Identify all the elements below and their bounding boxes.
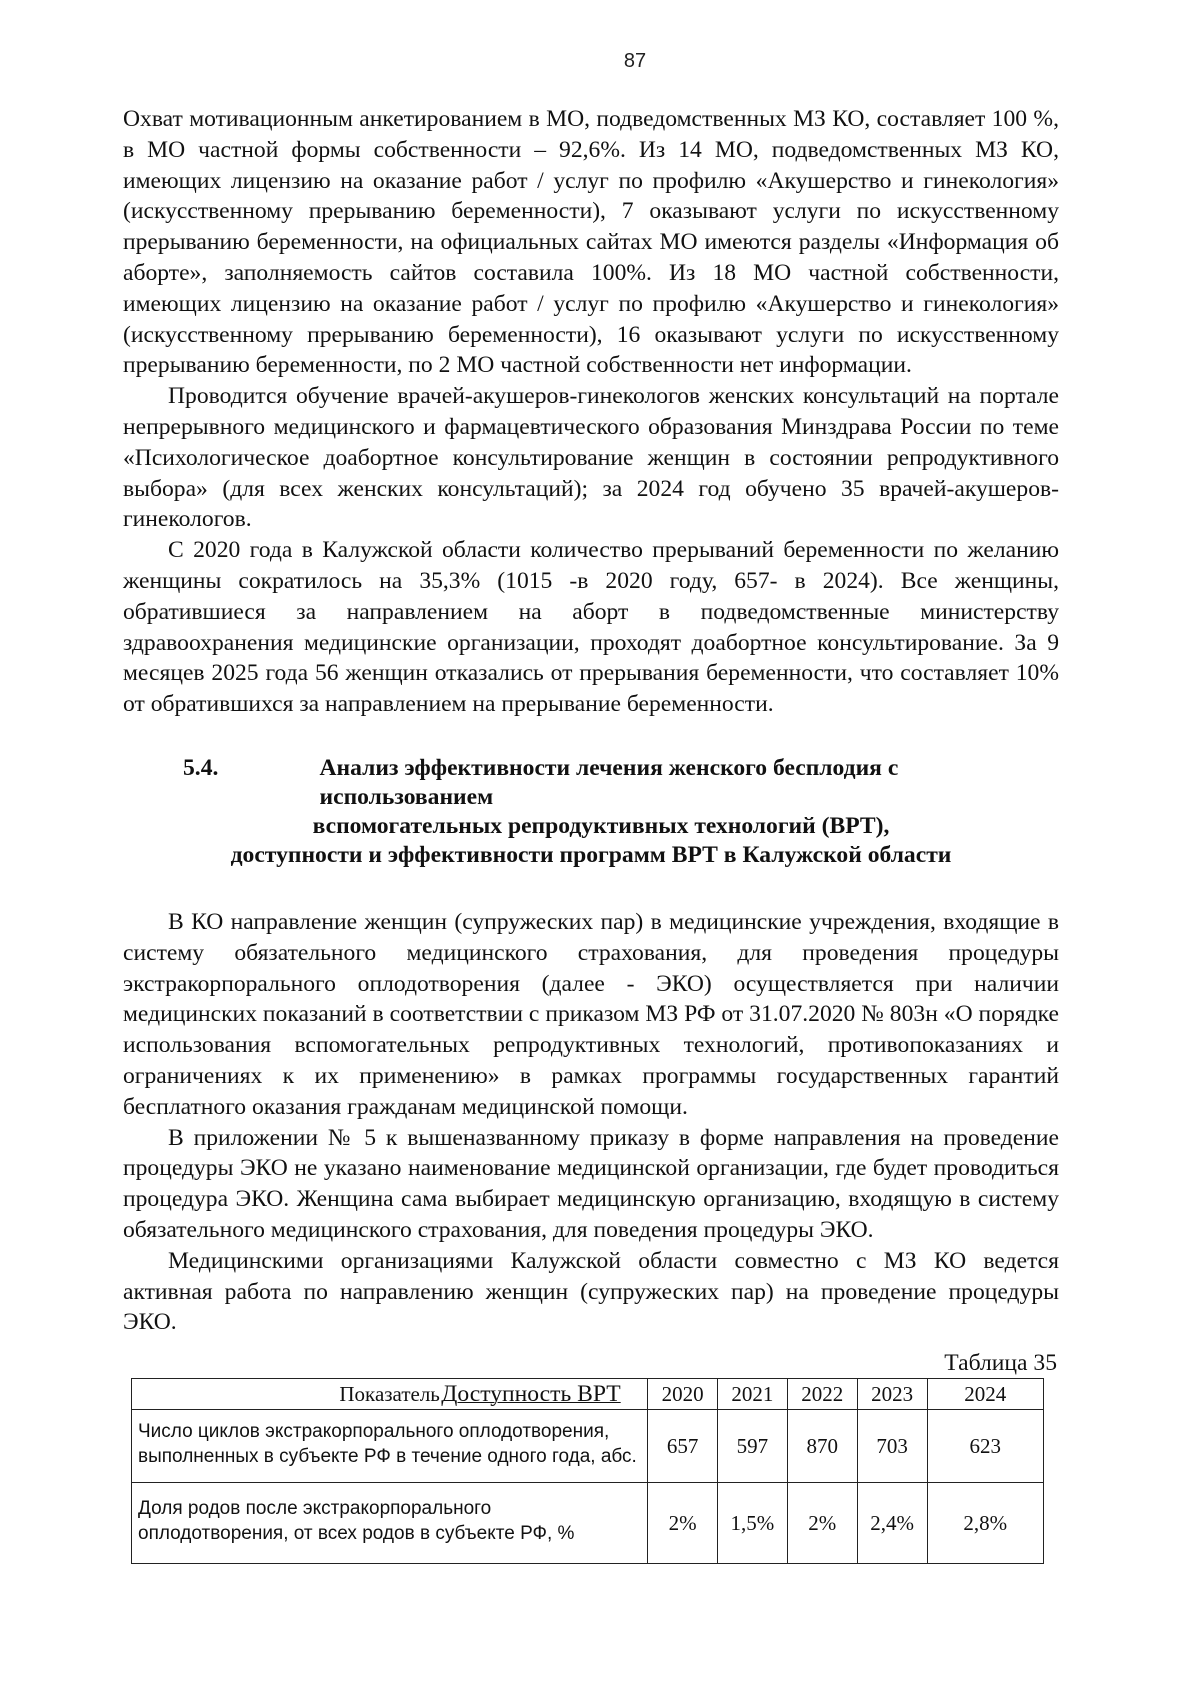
table-cell: 2% [787,1483,857,1564]
header-year: 2020 [648,1379,718,1410]
section-title-line-2: вспомогательных репродуктивных технологий (ВРТ), [312,812,890,839]
table-cell: 870 [787,1410,857,1483]
table-row [132,1483,1044,1564]
paragraph-annex-5: В приложении № 5 к вышеназванному приказу в форме направления на проведение процедуры ЭКО не указано наименование медицинской организации, где будет проводиться процедура ЭКО. Женщина сама выбирает медицинскую организацию, входящую в систему обязательного медицинского страхования, для поведения процедуры ЭКО. [123,1124,1059,1243]
table-cell: 597 [717,1410,787,1483]
document-body [123,104,1059,1410]
header-indicator: Показатель [132,1379,648,1410]
section-body [123,907,1059,1338]
vrt-availability-table [131,1378,1044,1564]
table-caption: Доступность ВРТ [441,1380,621,1407]
table-cell: 2,4% [857,1483,927,1564]
header-year: 2023 [857,1379,927,1410]
section-title-line-1: Анализ эффективности лечения женского бесплодия с использованием [319,754,899,810]
table-row [132,1410,1044,1483]
table-header-row [132,1379,1044,1410]
row-label: Доля родов после экстракорпорального оплодотворения, от всех родов в субъекте РФ, % [132,1483,648,1564]
header-year: 2024 [927,1379,1043,1410]
paragraph-abortion-reduction: С 2020 года в Калужской области количество прерываний беременности по желанию женщины сократилось на 35,3% (1015 -в 2020 году, 657- в 2024). Все женщины, обратившиеся за направлением на аборт в подведомственные министерству здравоохранения медицинские организации, проходят доабортное консультирование. За 9 месяцев 2025 года 56 женщин отказались от прерывания беременности, что составляет 10% от обратившихся за направлением на прерывание беременности. [123,537,1059,718]
paragraph-motivational-survey: Охват мотивационным анкетированием в МО, подведомственных МЗ КО, составляет 100 %, в МО частной формы собственности – 92,6%. Из 14 МО, подведомственных МЗ КО, имеющих лицензию на оказание работ / услуг по профилю «Акушерство и гинекология» (искусственному прерыванию беременности), 7 оказывают услуги по искусственному прерыванию беременности, на официальных сайтах МО имеются разделы «Информация об аборте», заполняемость сайтов составила 100%. Из 18 МО частной собственности, имеющих лицензию на оказание работ / услуг по профилю «Акушерство и гинекология» (искусственному прерыванию беременности), 16 оказывают услуги по искусственному прерыванию беременности, по 2 МО частной собственности нет информации. [123,106,1059,379]
header-year: 2022 [787,1379,857,1410]
section-heading [123,754,1059,870]
page-number: 87 [623,50,647,72]
table-cell: 2,8% [927,1483,1043,1564]
header-year: 2021 [717,1379,787,1410]
table-number-label: Таблица 35 [944,1350,1057,1377]
table-cell: 703 [857,1410,927,1483]
paragraph-training: Проводится обучение врачей-акушеров-гинекологов женских консультаций на портале непрерывного медицинского и фармацевтического образования Минздрава России по теме «Психологическое доабортное консультирование женщин в состоянии репродуктивного выбора» (для всех женских консультаций); за 2024 год обучено 35 врачей-акушеров-гинекологов. [123,383,1059,533]
paragraph-eco-referral: В КО направление женщин (супружеских пар) в медицинские учреждения, входящие в систему обязательного медицинского страхования, для проведения процедуры экстракорпорального оплодотворения (далее - ЭКО) осуществляется при наличии медицинских показаний в соответствии с приказом МЗ РФ от 31.07.2020 № 803н «О порядке использования вспомогательных репродуктивных технологий, противопоказаниях и ограничениях к их применению» в рамках программы государственных гарантий бесплатного оказания гражданам медицинской помощи. [123,908,1059,1120]
table-cell: 2% [648,1483,718,1564]
table-cell: 623 [927,1410,1043,1483]
section-title-line-3: доступности и эффективности программ ВРТ в Калужской области [230,841,952,868]
table-cell: 1,5% [717,1483,787,1564]
paragraph-active-work: Медицинскими организациями Калужской области совместно с МЗ КО ведется активная работа по направлению женщин (супружеских пар) на проведение процедуры ЭКО. [123,1247,1059,1336]
row-label: Число циклов экстракорпорального оплодотворения, выполненных в субъекте РФ в течение одного года, абс. [132,1410,648,1483]
section-number: 5.4. [183,754,219,781]
table-cell: 657 [648,1410,718,1483]
